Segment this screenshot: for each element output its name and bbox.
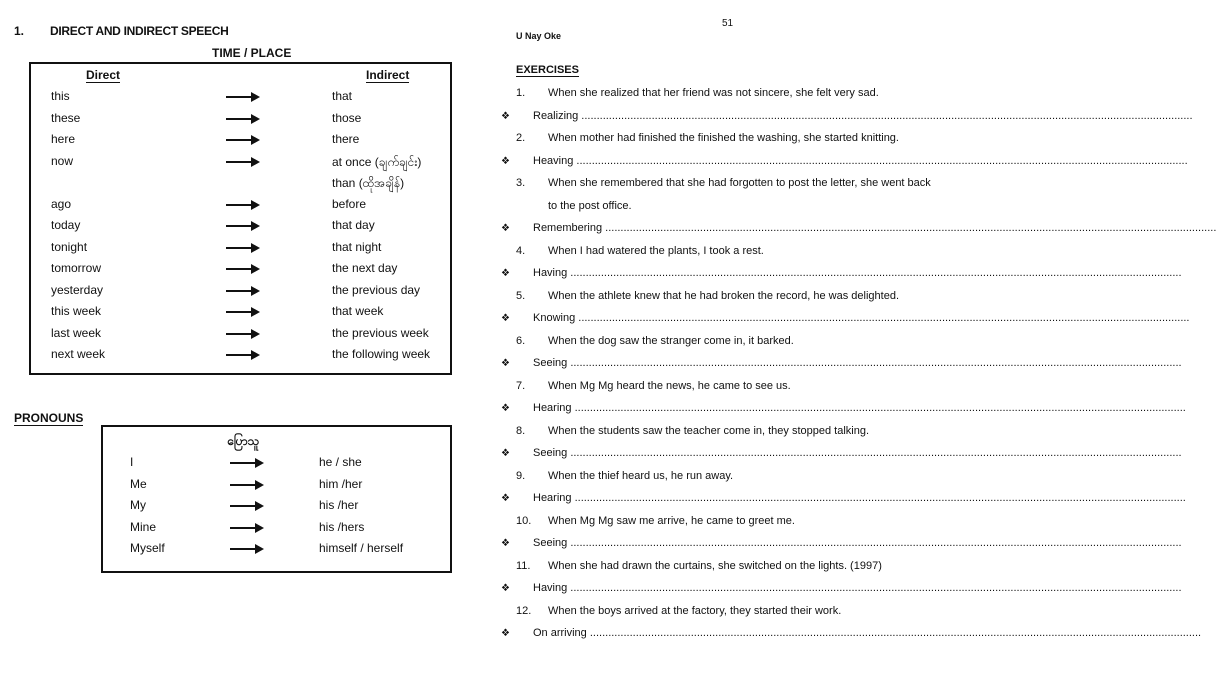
direct-term: tonight — [51, 239, 88, 254]
pronouns-table — [101, 425, 452, 573]
pronoun-indirect: him /her — [319, 476, 363, 491]
bullet-icon: ❖ — [501, 155, 510, 167]
pronoun-direct: My — [130, 498, 146, 512]
answer-line[interactable] — [533, 312, 1190, 324]
answer-line[interactable] — [533, 627, 1202, 639]
indirect-term: at once (ချက်ချင်း) — [332, 154, 422, 169]
dotted-blank: ........................................................................................................................................................................................................ — [567, 537, 1182, 549]
indirect-term: the following week — [332, 347, 431, 361]
pronoun-direct: Me — [130, 476, 147, 491]
header-direct: Direct — [86, 68, 121, 82]
answer-line[interactable] — [533, 492, 1186, 504]
bullet-icon: ❖ — [501, 493, 510, 504]
exercise-number: 2. — [516, 132, 526, 144]
indirect-term: before — [332, 196, 367, 211]
indirect-term: there — [332, 132, 360, 146]
indirect-term: that night — [332, 239, 382, 254]
dotted-blank: ........................................................................................................................................................................................................ — [602, 222, 1216, 234]
arrow-icon — [226, 92, 260, 102]
pronouns-header: ပြောသူ — [227, 434, 260, 448]
pronoun-direct: Myself — [130, 541, 165, 555]
arrow-icon — [226, 157, 260, 167]
exercise-number: 6. — [516, 334, 526, 347]
pronoun-direct: I — [130, 455, 134, 469]
exercise-sentence: When I had watered the plants, I took a rest. — [548, 244, 764, 257]
exercise-sentence-cont: to the post office. — [548, 199, 632, 212]
dotted-blank: ........................................................................................................................................................................................................ — [575, 312, 1190, 324]
dotted-blank: ........................................................................................................................................................................................................ — [571, 402, 1186, 414]
bullet-icon: ❖ — [501, 313, 510, 324]
pronoun-indirect: his /hers — [319, 519, 365, 534]
dotted-blank: ........................................................................................................................................................................................................ — [567, 357, 1182, 369]
exercise-number: 11. — [516, 559, 531, 572]
pronoun-indirect: he / she — [319, 455, 362, 469]
answer-prompt: Hearing — [533, 402, 572, 414]
section-title: DIRECT AND INDIRECT SPEECH — [50, 24, 229, 38]
arrow-icon — [226, 264, 260, 274]
bullet-icon: ❖ — [501, 538, 510, 549]
dotted-blank: ........................................................................................................................................................................................................ — [567, 447, 1182, 459]
direct-term: tomorrow — [51, 261, 102, 275]
answer-line[interactable] — [533, 582, 1182, 594]
answer-line[interactable] — [533, 154, 1188, 167]
dotted-blank: ........................................................................................................................................................................................................ — [571, 492, 1186, 504]
header-indirect: Indirect — [366, 68, 410, 82]
arrow-icon — [230, 458, 264, 468]
direct-term: now — [51, 153, 74, 168]
arrow-icon — [230, 544, 264, 554]
indirect-term: that — [332, 89, 353, 103]
exercise-sentence: When Mg Mg saw me arrive, he came to greet me. — [548, 514, 795, 527]
direct-term: next week — [51, 347, 106, 361]
direct-term: these — [51, 110, 81, 125]
indirect-term: that day — [332, 218, 375, 232]
exercise-number: 1. — [516, 87, 526, 99]
exercise-sentence: When Mg Mg heard the news, he came to see us. — [548, 379, 791, 392]
dotted-blank: ........................................................................................................................................................................................................ — [573, 154, 1188, 167]
bullet-icon: ❖ — [501, 268, 510, 279]
indirect-term: the previous week — [332, 325, 429, 340]
answer-prompt: Hearing — [533, 492, 572, 504]
pronouns-title: PRONOUNS — [14, 411, 84, 425]
indirect-term: that week — [332, 304, 384, 318]
answer-prompt: Seeing — [533, 537, 568, 549]
answer-line[interactable] — [533, 402, 1186, 414]
bullet-icon: ❖ — [501, 110, 510, 122]
answer-prompt: Having — [533, 582, 568, 594]
answer-line[interactable] — [533, 537, 1182, 549]
pronoun-direct: Mine — [130, 519, 157, 534]
answer-line[interactable] — [533, 447, 1182, 459]
answer-prompt: Seeing — [533, 357, 568, 369]
exercise-number: 7. — [516, 379, 526, 392]
indirect-term: than (ထိုအချိန်) — [332, 176, 405, 190]
bullet-icon: ❖ — [501, 583, 510, 594]
answer-prompt: Realizing — [533, 109, 579, 122]
direct-term: here — [51, 132, 76, 146]
indirect-term: the next day — [332, 261, 398, 275]
exercise-sentence: When she realized that her friend was not sincere, she felt very sad. — [548, 87, 879, 99]
page-number: 51 — [722, 18, 734, 29]
exercise-number: 5. — [516, 289, 526, 302]
answer-prompt: Having — [533, 267, 568, 279]
arrow-icon — [226, 307, 260, 317]
answer-prompt: On arriving — [533, 627, 587, 639]
arrow-icon — [230, 501, 264, 511]
exercise-sentence: When the boys arrived at the factory, they started their work. — [548, 604, 842, 617]
answer-prompt: Seeing — [533, 447, 568, 459]
exercise-sentence: When the dog saw the stranger come in, it barked. — [548, 334, 794, 347]
exercise-number: 12. — [516, 604, 532, 617]
arrow-icon — [226, 350, 260, 360]
dotted-blank: ........................................................................................................................................................................................................ — [578, 109, 1193, 122]
bullet-icon: ❖ — [501, 628, 510, 639]
arrow-icon — [226, 329, 260, 339]
answer-line[interactable] — [533, 267, 1182, 279]
time-place-title: TIME / PLACE — [212, 46, 292, 60]
answer-line[interactable] — [533, 222, 1216, 234]
arrow-icon — [226, 286, 260, 296]
answer-prompt: Knowing — [533, 312, 576, 324]
exercises-title: EXERCISES — [516, 64, 579, 76]
pronoun-indirect: his /her — [319, 498, 359, 512]
exercise-sentence: When mother had finished the finished the washing, she started knitting. — [548, 132, 899, 144]
direct-term: last week — [51, 325, 102, 340]
arrow-icon — [226, 243, 260, 253]
direct-term: ago — [51, 196, 72, 211]
pronoun-indirect: himself / herself — [319, 541, 404, 555]
bullet-icon: ❖ — [501, 403, 510, 414]
exercise-number: 10. — [516, 514, 532, 527]
exercise-sentence: When the students saw the teacher come in, they stopped talking. — [548, 424, 870, 437]
arrow-icon — [226, 200, 260, 210]
dotted-blank: ........................................................................................................................................................................................................ — [586, 627, 1202, 639]
answer-line[interactable] — [533, 109, 1193, 122]
answer-prompt: Heaving — [533, 154, 574, 167]
direct-term: this — [51, 89, 70, 103]
exercise-number: 3. — [516, 177, 526, 189]
direct-term: today — [51, 218, 81, 232]
direct-term: yesterday — [51, 282, 104, 297]
exercise-number: 4. — [516, 244, 526, 257]
arrow-icon — [230, 523, 264, 533]
direct-term: this week — [51, 304, 102, 318]
author: U Nay Oke — [516, 31, 562, 41]
answer-prompt: Remembering — [533, 222, 603, 234]
arrow-icon — [226, 114, 260, 124]
indirect-term: the previous day — [332, 282, 421, 297]
exercise-number: 8. — [516, 424, 526, 437]
exercise-sentence: When she had drawn the curtains, she switched on the lights. (1997) — [548, 559, 882, 572]
arrow-icon — [226, 221, 260, 231]
exercise-sentence: When she remembered that she had forgotten to post the letter, she went back — [548, 177, 931, 189]
bullet-icon: ❖ — [501, 448, 510, 459]
exercise-sentence: When the athlete knew that he had broken the record, he was delighted. — [548, 289, 900, 302]
dotted-blank: ........................................................................................................................................................................................................ — [567, 267, 1182, 279]
arrow-icon — [230, 480, 264, 490]
bullet-icon: ❖ — [501, 358, 510, 369]
section-number: 1. — [14, 24, 25, 38]
bullet-icon: ❖ — [501, 223, 510, 234]
dotted-blank: ........................................................................................................................................................................................................ — [567, 582, 1182, 594]
exercise-sentence: When the thief heard us, he run away. — [548, 469, 734, 482]
indirect-term: those — [332, 110, 362, 125]
time-place-table — [29, 62, 452, 375]
exercise-number: 9. — [516, 469, 526, 482]
answer-line[interactable] — [533, 357, 1182, 369]
arrow-icon — [226, 135, 260, 145]
